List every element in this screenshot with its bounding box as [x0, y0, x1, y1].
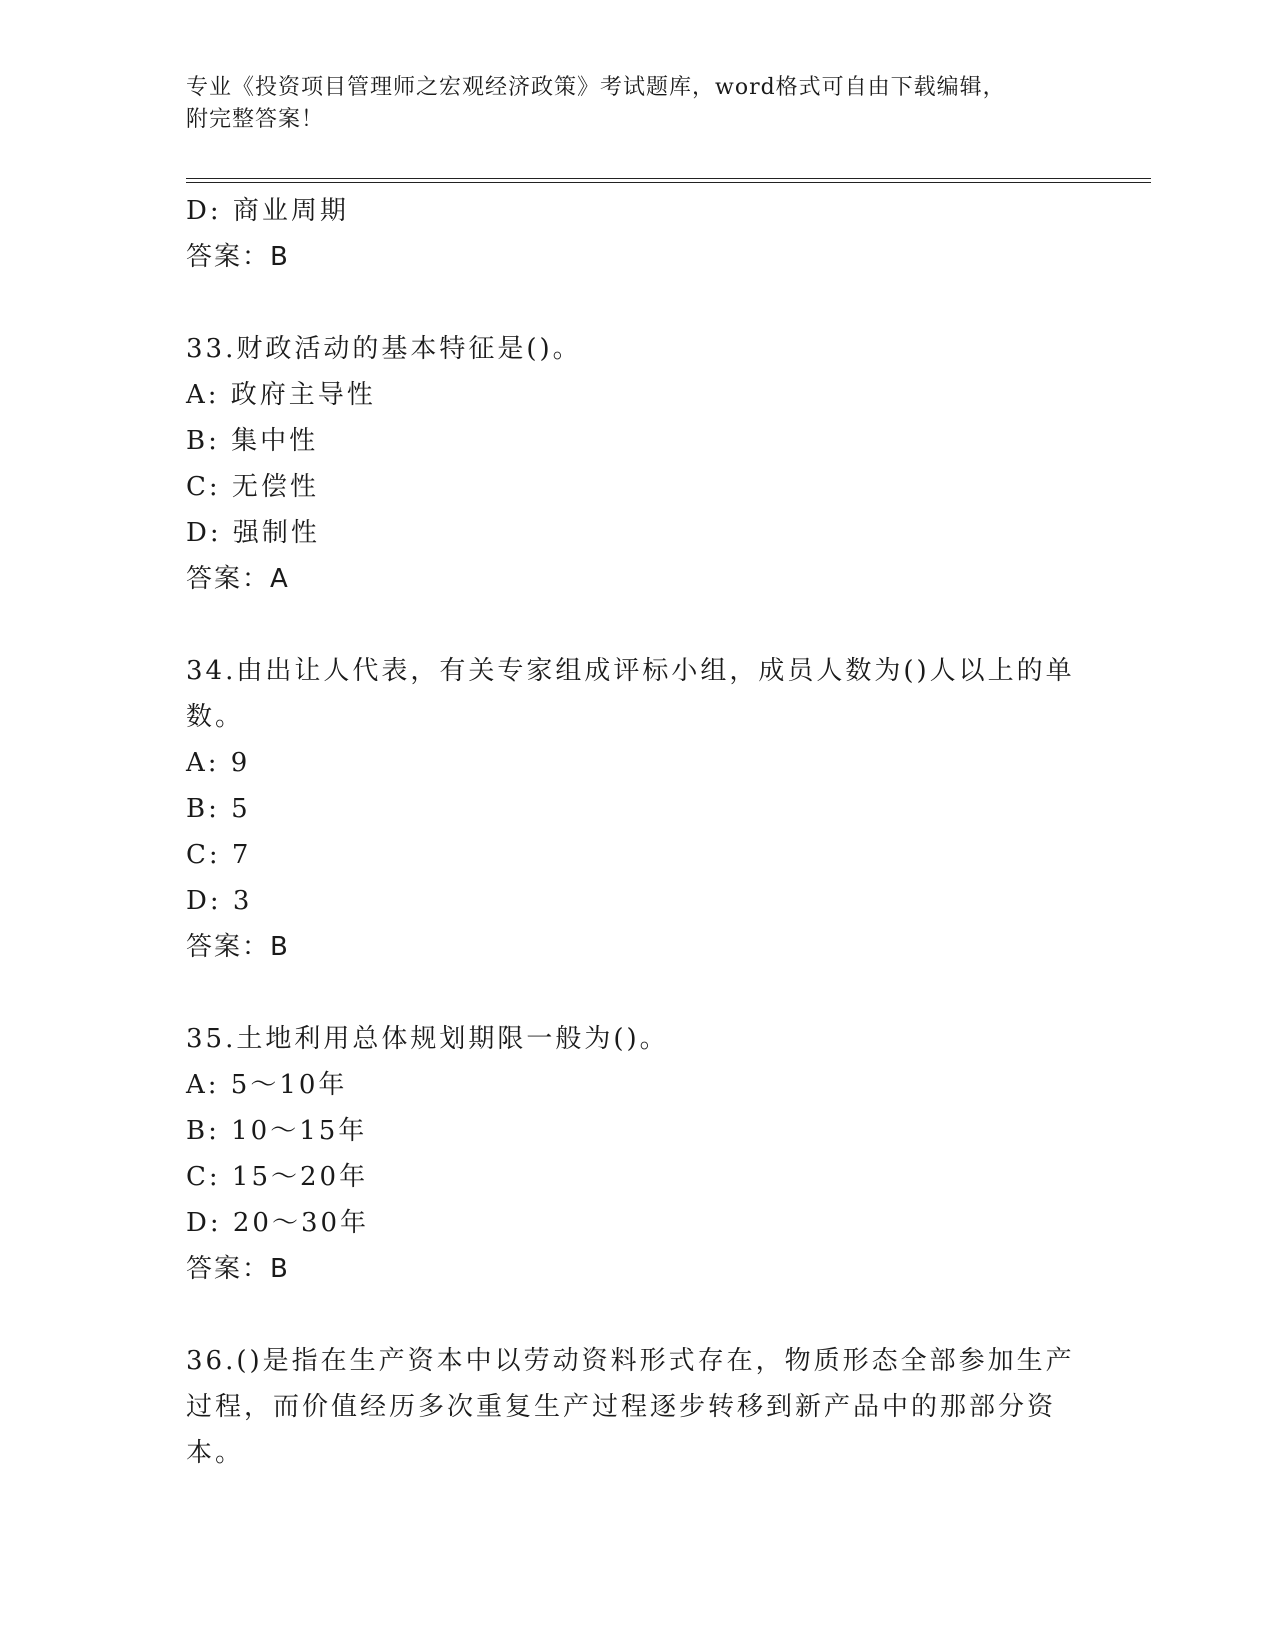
prev-option-d: D: 商业周期	[186, 196, 349, 226]
question-stem-line-1: 36.()是指在生产资本中以劳动资料形式存在，物质形态全部参加生产	[186, 1346, 1075, 1376]
answer: 答案：B	[186, 932, 290, 962]
option-a: A: 9	[186, 748, 251, 778]
question-stem: 33.财政活动的基本特征是()。	[186, 334, 582, 364]
spacer	[186, 970, 1086, 1016]
header-divider-top	[186, 178, 1151, 179]
question-34	[186, 648, 1086, 970]
document-header	[186, 72, 1066, 136]
option-c: C: 无偿性	[186, 472, 319, 502]
option-c: C: 7	[186, 840, 252, 870]
option-d: D: 强制性	[186, 518, 320, 548]
question-stem-line-2: 数。	[186, 702, 245, 732]
answer: 答案：B	[186, 1254, 290, 1284]
answer: 答案：A	[186, 564, 290, 594]
option-d: D: 20～30年	[186, 1208, 370, 1238]
question-33	[186, 326, 1086, 602]
prev-answer: 答案：B	[186, 242, 290, 272]
spacer	[186, 602, 1086, 648]
option-c: C: 15～20年	[186, 1162, 369, 1192]
spacer	[186, 280, 1086, 326]
question-stem-line-3: 本。	[186, 1438, 245, 1468]
option-a: A: 5～10年	[186, 1070, 348, 1100]
header-line-2: 附完整答案！	[186, 107, 325, 132]
option-d: D: 3	[186, 886, 253, 916]
question-36	[186, 1338, 1086, 1476]
question-stem-line-1: 34.由出让人代表，有关专家组成评标小组，成员人数为()人以上的单	[186, 656, 1075, 686]
question-stem-line-2: 过程，而价值经历多次重复生产过程逐步转移到新产品中的那部分资	[186, 1392, 1057, 1422]
option-b: B: 集中性	[186, 426, 319, 456]
question-35	[186, 1016, 1086, 1292]
question-list	[186, 188, 1086, 1476]
option-b: B: 5	[186, 794, 251, 824]
option-b: B: 10～15年	[186, 1116, 368, 1146]
option-a: A: 政府主导性	[186, 380, 376, 410]
header-line-1: 专业《投资项目管理师之宏观经济政策》考试题库，word格式可自由下载编辑，	[186, 75, 1006, 100]
header-divider-bottom	[186, 182, 1151, 183]
question-stem: 35.土地利用总体规划期限一般为()。	[186, 1024, 669, 1054]
spacer	[186, 1292, 1086, 1338]
